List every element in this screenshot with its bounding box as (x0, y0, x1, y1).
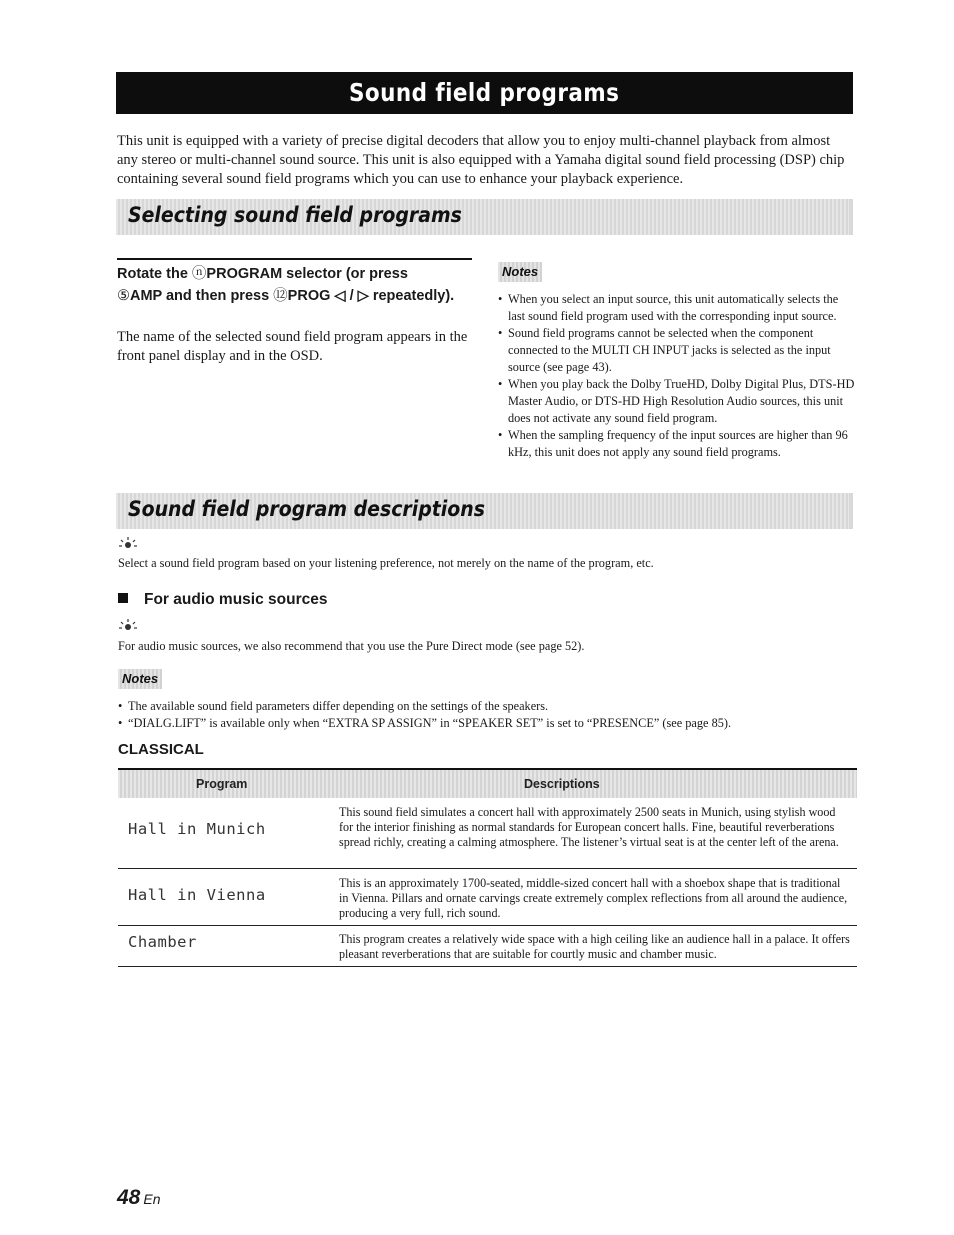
column-header-descriptions: Descriptions (524, 777, 600, 791)
table-row (118, 798, 857, 869)
notes-label: Notes (118, 669, 162, 689)
section-heading-descriptions: Sound field program descriptions (116, 493, 853, 529)
list-item: • “DIALG.LIFT” is available only when “EXTRA SP ASSIGN” in “SPEAKER SET” is set to “PRESENCE” (see page 85). (118, 715, 856, 732)
list-item: • When you select an input source, this unit automatically selects the last sound field program used with the corresponding input source. (498, 291, 856, 325)
intro-paragraph: This unit is equipped with a variety of precise digital decoders that allow you to enjoy multi-channel playback from almost any stereo or multi-channel sound source. This unit is also equipped with a Yamaha digital sound field processing (DSP) chip containing several sound field programs which you can use to enhance your playback experience. (117, 133, 845, 187)
tip-icon (118, 619, 138, 633)
sub-tip-text: For audio music sources, we also recommend that you use the Pure Direct mode (see page 52). (118, 639, 585, 653)
program-table (118, 768, 857, 967)
square-bullet-icon (118, 593, 128, 603)
program-key-icon: ⓝ (191, 266, 207, 282)
program-description: This program creates a relatively wide space with a high ceiling like an audience hall in a palace. It offers pleasant reverberations that are suitable for courtly music and chamber music. (339, 932, 850, 962)
list-item: • When the sampling frequency of the input sources are higher than 96 kHz, this unit does not apply any sound field programs. (498, 427, 856, 461)
tip-text: Select a sound field program based on your listening preference, not merely on the name of the program, etc. (118, 556, 654, 570)
program-name: Chamber (128, 933, 197, 951)
prog-key-icon: ⑫ (273, 287, 288, 304)
table-header (118, 768, 857, 798)
list-item: • Sound field programs cannot be selected when the component connected to the MULTI CH INPUT jacks is selected as the input source (see page 43). (498, 325, 856, 376)
page-number: 48 En (117, 1186, 161, 1209)
page-title-banner (116, 72, 853, 114)
list-item: • When you play back the Dolby TrueHD, Dolby Digital Plus, DTS-HD Master Audio, or DTS-HD High Resolution Audio sources, this unit does not activate any sound field program. (498, 376, 856, 427)
descriptions-notes-list (118, 698, 856, 732)
column-header-program: Program (196, 777, 248, 791)
program-description: This is an approximately 1700-seated, middle-sized concert hall with a shoebox shape that is traditional in Vienna. Pillars and ornate carvings create extremely complex reflections from all around the audience, producing a very full, rich sound. (339, 876, 848, 921)
selecting-notes-list (498, 291, 856, 461)
page-title: Sound field programs (349, 78, 620, 107)
tip-icon (118, 537, 138, 551)
table-row (118, 926, 857, 967)
program-description: This sound field simulates a concert hall with approximately 2500 seats in Munich, using stylish wood for the interior finishing as normal standards for European concert halls. Fine, beautiful reverberations spread richly, creating a calming atmosphere. The listener’s virtual seat is at the center left of the arena. (339, 805, 839, 850)
table-row (118, 869, 857, 926)
program-name: Hall in Vienna (128, 886, 266, 904)
divider-rule (117, 258, 472, 260)
subsection-heading: For audio music sources (118, 591, 327, 609)
instruction-body: The name of the selected sound field program appears in the front panel display and in the OSD. (117, 329, 468, 364)
list-item: • The available sound field parameters differ depending on the settings of the speakers. (118, 698, 856, 715)
category-heading: CLASSICAL (118, 741, 204, 758)
program-name: Hall in Munich (128, 820, 266, 838)
instruction-title: Rotate the ⓝPROGRAM selector (or press ⑤AMP and then press ⑫PROG ◁ / ▷ repeatedly). (117, 266, 455, 304)
amp-key-icon: ⑤ (117, 287, 130, 304)
section-heading-selecting: Selecting sound field programs (116, 199, 853, 235)
notes-label: Notes (498, 262, 542, 282)
